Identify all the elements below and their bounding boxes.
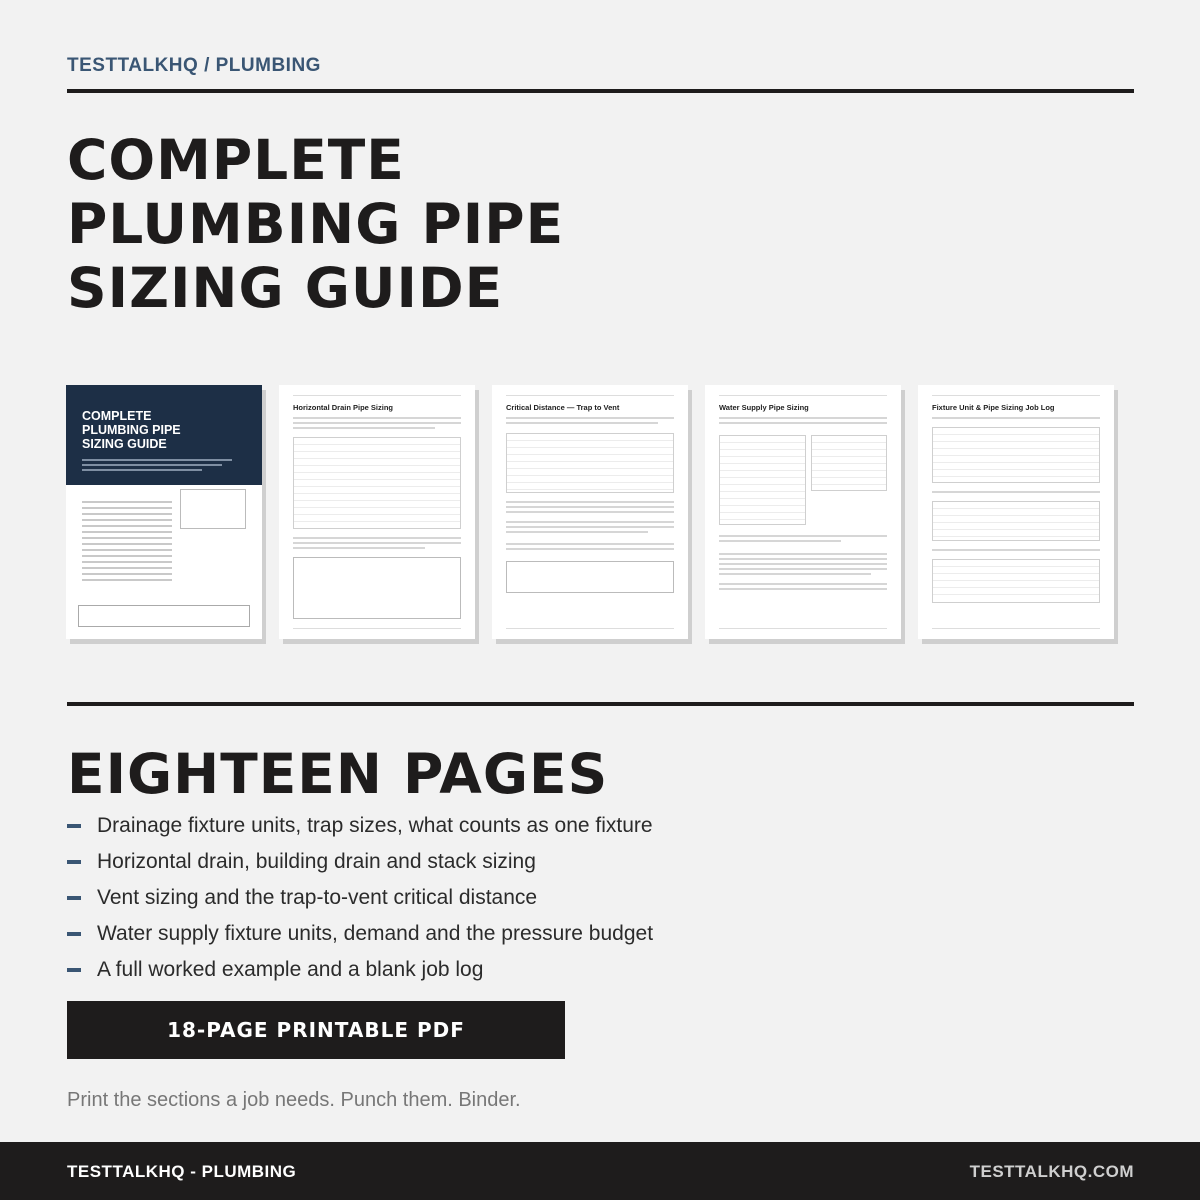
page-header-rule: [932, 395, 1100, 396]
footer-bar: [0, 1142, 1200, 1200]
page-thumbnail: [492, 385, 688, 639]
text-line: [719, 417, 887, 419]
text-line: [506, 417, 674, 419]
text-line: [506, 506, 674, 508]
sizing-table: [506, 433, 674, 493]
text-line: [719, 573, 871, 575]
text-line: [719, 568, 887, 570]
cover-title-line: COMPLETE: [82, 409, 152, 423]
page-thumbnail: [705, 385, 901, 639]
text-line: [506, 422, 658, 424]
page-thumbnail-title: Fixture Unit & Pipe Sizing Job Log: [932, 403, 1055, 412]
sizing-table: [293, 437, 461, 529]
dash-icon: [67, 932, 81, 936]
toc-line: [82, 543, 172, 545]
page-footer-rule: [293, 628, 461, 629]
toc-line: [82, 549, 172, 551]
cover-thumbnail: [66, 385, 262, 639]
toc-line: [82, 519, 172, 521]
text-line: [719, 422, 887, 424]
text-line: [932, 491, 1100, 493]
hero-title: [67, 128, 564, 320]
section-title: EIGHTEEN PAGES: [67, 742, 609, 806]
page-thumbnail-title: Horizontal Drain Pipe Sizing: [293, 403, 394, 412]
toc-line: [82, 507, 172, 509]
hero-title-line: PLUMBING PIPE: [67, 192, 565, 256]
middle-divider: [67, 702, 1134, 706]
toc-line: [82, 567, 172, 569]
feature-text: Drainage fixture units, trap sizes, what counts as one fixture: [97, 814, 653, 837]
sizing-table: [811, 435, 887, 491]
cover-text-line: [82, 459, 232, 461]
dash-icon: [67, 824, 81, 828]
cover-title-line: PLUMBING PIPE: [82, 423, 181, 437]
feature-text: Vent sizing and the trap-to-vent critical distance: [97, 886, 538, 909]
cover-text-line: [82, 469, 202, 471]
toc-line: [82, 561, 172, 563]
page-footer-rule: [932, 628, 1100, 629]
feature-text: Horizontal drain, building drain and stack sizing: [97, 850, 536, 873]
cover-sidebar-box: [180, 489, 246, 529]
footer-site-link[interactable]: TESTTALKHQ.COM: [969, 1162, 1134, 1181]
hero-title-line: COMPLETE: [67, 128, 405, 192]
page-thumbnail-title: Water Supply Pipe Sizing: [719, 403, 809, 412]
job-log-table: [932, 427, 1100, 483]
feature-list-item: [67, 916, 653, 952]
toc-line: [82, 501, 172, 503]
cover-disclaimer-box: [78, 605, 250, 627]
feature-text: Water supply fixture units, demand and the pressure budget: [97, 922, 654, 945]
page-header-rule: [506, 395, 674, 396]
cover-title: [82, 409, 181, 451]
page-header-rule: [719, 395, 887, 396]
text-line: [719, 535, 887, 537]
feature-list-item: [67, 952, 653, 988]
job-log-table: [932, 559, 1100, 603]
cover-text-line: [82, 464, 222, 466]
toc-line: [82, 531, 172, 533]
dash-icon: [67, 896, 81, 900]
note-box: [506, 561, 674, 593]
dash-icon: [67, 860, 81, 864]
brand-label: TESTTALKHQ / PLUMBING: [67, 55, 321, 76]
top-divider: [67, 89, 1134, 93]
text-line: [293, 547, 425, 549]
dash-icon: [67, 968, 81, 972]
text-line: [719, 553, 887, 555]
toc-line: [82, 537, 172, 539]
text-line: [506, 526, 674, 528]
text-line: [293, 537, 461, 539]
page-header-rule: [293, 395, 461, 396]
page-preview-strip: [66, 385, 1136, 645]
text-line: [932, 549, 1100, 551]
text-line: [506, 511, 674, 513]
worked-example-box: [293, 557, 461, 619]
feature-list-item: [67, 808, 653, 844]
toc-line: [82, 513, 172, 515]
feature-list-item: [67, 844, 653, 880]
text-line: [506, 521, 674, 523]
footer-brand: TESTTALKHQ - PLUMBING: [67, 1162, 297, 1181]
feature-list: [67, 808, 653, 988]
hero-title-line: SIZING GUIDE: [67, 256, 504, 320]
toc-line: [82, 555, 172, 557]
page-footer-rule: [506, 628, 674, 629]
text-line: [506, 543, 674, 545]
job-log-table: [932, 501, 1100, 541]
text-line: [719, 558, 887, 560]
text-line: [506, 531, 648, 533]
text-line: [719, 563, 887, 565]
toc-line: [82, 573, 172, 575]
text-line: [719, 583, 887, 585]
feature-text: A full worked example and a blank job log: [97, 958, 484, 981]
feature-list-item: [67, 880, 653, 916]
toc-line: [82, 525, 172, 527]
text-line: [293, 422, 461, 424]
text-line: [506, 501, 674, 503]
text-line: [932, 417, 1100, 419]
cover-title-line: SIZING GUIDE: [82, 437, 167, 451]
text-line: [506, 548, 674, 550]
text-line: [293, 417, 461, 419]
tagline: Print the sections a job needs. Punch them. Binder.: [67, 1089, 521, 1111]
pdf-button[interactable]: 18-PAGE PRINTABLE PDF: [67, 1001, 565, 1059]
page-thumbnail-title: Critical Distance — Trap to Vent: [506, 403, 620, 412]
page-thumbnail: [279, 385, 475, 639]
page-thumbnail: [918, 385, 1114, 639]
sizing-table: [719, 435, 806, 525]
page-footer-rule: [719, 628, 887, 629]
toc-line: [82, 579, 172, 581]
text-line: [293, 542, 461, 544]
text-line: [293, 427, 435, 429]
text-line: [719, 588, 887, 590]
text-line: [719, 540, 841, 542]
